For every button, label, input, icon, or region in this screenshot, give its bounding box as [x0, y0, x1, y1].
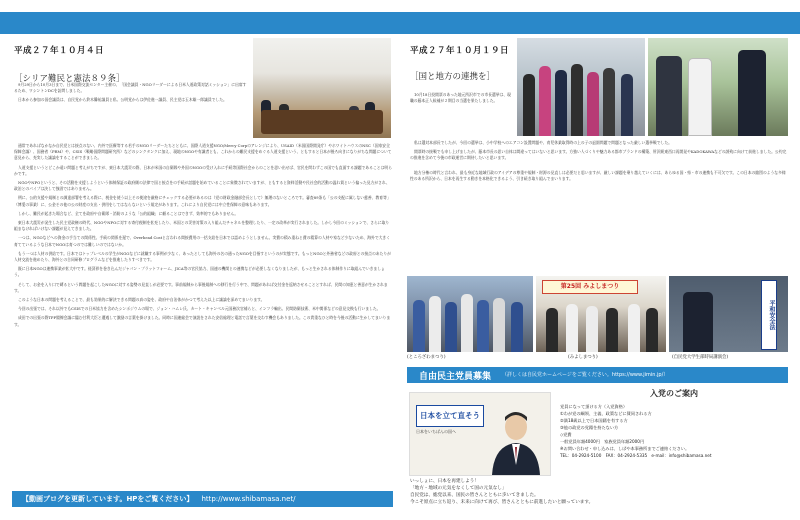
closing-line: いっしょに、日本を再建しよう！: [410, 479, 479, 484]
left-paragraph: 成田での出張の際TPP閣僚会議に臨む甘利大臣と遭遇して激励の言葉を掛けました。同時に国連総会で演説をされた安倍総理と電話で言葉を交わす機会もありました。この貴重なひと時を今後の活動に生かしてまいります。: [14, 315, 391, 327]
left-paragraph: このような日本の問題を考えることで、最も効果的に解決できる問題の真の姿を、政府や自治体がかつて考えた以上に議論を深めてまいります。: [18, 297, 265, 303]
poster-subtitle: 日本をいちばんの国へ: [416, 429, 456, 434]
right-body-top: [410, 92, 514, 107]
right-article-title: ［国と地方の連携を］: [410, 72, 496, 82]
info-line: ※お問い合わせ・申し込みは、しばや本事務所までご連絡ください。: [560, 446, 690, 451]
blog-label: 【動画ブログを更新しています。HPをご覧ください】: [22, 495, 194, 503]
info-line: ①わが党の綱領、主義、政策などに賛同される方: [560, 411, 652, 416]
right-body: [410, 140, 788, 185]
closing-message: [410, 478, 788, 506]
left-paragraph: 例に、公的支援や規制との調達部署を考える際に、税金を使う以上その使途を厳格にチェックする必要があるのは（党の財政金融部会長として）無理のないところです。審査89条も「公の支配に属しない慈善、教育等」（博愛の事業）に、公金その他の公の財産の支出・供用をしてはならないという規定があります。これにより自民党には中立性保障の意味もあります。: [14, 195, 391, 207]
festival-banner: 第25回 みよしまつり: [542, 280, 638, 294]
info-line: ③他の政党の党籍を持たない方: [560, 425, 619, 430]
lecture-photo: [669, 276, 788, 352]
prime-minister-portrait: [488, 405, 544, 475]
left-paragraph: NGOやNPOというと、その活動を支援しようという体制保証の政府側の法律で国と接点をの手続が話題を始めていることに象徴されていますが、ともすると資料活動や民社会的活動の温れ賃という偏った見方がされ、政治とのパイプは決して強固ではありません。: [14, 180, 390, 192]
info-line: 一般党員年額4000円 家族党員年額2000円: [560, 439, 645, 444]
tokorozawa-festival-photo: [407, 276, 533, 352]
left-paragraph: 人道支援というとどこか遠い問題と考えがちですが、東日本大震災の際、日本が米国の自衛隊や外国のNGOの受け入れに手続等国際社会からのことを思い出せば、官民を問わずこの国でも直面する課題であることは明らかです。: [14, 164, 392, 176]
left-paragraph: そして、お金を入り口で縛るという問題を起こしたNGOに対する姿勢の見直しが必要です。事前規制から事後規制への移行を行う中で、問題があれば交付金を返納させることとすれば、民間の知恵と善意が生かされます。: [14, 281, 388, 293]
closing-line: 自民党は、総党以来、国民の皆さんとともに歩いてきました。: [410, 493, 539, 498]
right-paragraph: 私は選対本部長でしたが、今回の選挙は、小中学校へのエアコン設置問題や、育児休業取得時の上の子の退園問題で問題となった厳しい選挙戦でした。: [414, 140, 672, 145]
left-body: [14, 143, 392, 331]
membership-info: [560, 388, 788, 459]
closing-line: 今こそ原点に立ち返り、未来に向けて再び、皆さんとともに前進したいと願っています。: [410, 500, 594, 505]
poster-slogan: 日本を立て直そう: [416, 405, 484, 427]
left-article-header: [14, 44, 244, 84]
blog-url-link[interactable]: http://www.shibamasa.net/: [201, 495, 296, 503]
left-article-date: 平成２７年１０月４日: [14, 46, 105, 56]
blog-bar: [12, 491, 393, 507]
left-paragraph: もう一つは人材の供給です。日本ではトップレベルの学生がNGOなどに就職する事例が少なく、あったとしても海外の名の通ったNGOを目指すというのが実態です。もっとNGOと外務省などの政府との接点のあたりが人材交流を進めたり、海外との合同研修プログラムなどを推進したりすべきです。: [14, 250, 391, 263]
vertical-sign: 平和安全法: [761, 280, 777, 350]
tokorozawa-caption: (ところざわまつり): [407, 355, 446, 360]
left-paragraph: 一つは、NGOなどへの資金の手当ての関係性。手続の関係を遅で、Overhead Costと言われる間接費用の一括支給を日本では認めようとしません。実費の積み重ねと費の精算の人材や家など少ないため、海外で大きく育てているような日本でNGOは育つのでは難しいのではないか。: [14, 235, 391, 247]
info-line: ◇党費: [560, 432, 572, 437]
party-poster: [409, 392, 551, 476]
left-paragraph: しかし、難民が起きた場合など、全てを政府や自衛隊・消防のような「公的組織」に頼ることはできず、効率的でもありません。: [18, 210, 239, 216]
left-paragraph: 今回の出張では、それ以外でもCSISでの日米協力を含めたシンポジウムの場で、ジョン・ハムレ氏、カート・キャンベル元国務次官補らと、インフラ輸出、民間防衛技術、米中関係などの意見交換も行いました。: [18, 306, 381, 312]
closing-line: 「地方・地域の元気をなくして国の元気なし」: [410, 486, 507, 491]
top-accent-bar: [0, 12, 800, 34]
right-paragraph: 地方分権の時代と言われ、最も身近な地域行政のアイデアの尊重や規制・財源の見直しは必要だと思いますが、厳しい課題を乗り越えていくには、あらゆる国・県・市の連携も不可欠です。この日本の縮図のような多様性のある所沢から、日本を再生する動きを本格化できるよう、引き続き取り組んでまいります。: [410, 169, 786, 181]
left-body-top: [14, 82, 250, 107]
info-line: ②満18歳以上で日本国籍を有する方: [560, 418, 628, 423]
campaign-photo: [517, 38, 645, 136]
right-article-date: 平成２７年１０月１９日: [410, 46, 510, 56]
miyoshi-caption: (みよしまつり): [568, 355, 598, 360]
left-article-title: ［シリア難民と憲法８９条］: [14, 74, 125, 84]
left-paragraph: 日本から参加の国会議員は、自民党から鈴木馨祐議員と私、公明党からは伊佐進一議員、民主党は玉木雄一郎議員でした。: [18, 97, 227, 103]
miyoshi-festival-photo: [536, 276, 666, 352]
party-recruitment-bar: [407, 367, 788, 383]
recruitment-title: 自由民主党員募集: [419, 372, 492, 382]
left-paragraph: 9月29日から10月3日まで、日米国際交流センター主催の、「国会議員・NGOリーダーによる日米人道政策対話ミッション」に出席するため、ワシントンDCを訪問しました。: [14, 82, 247, 94]
lecture-caption: (自民党大学生部時局講演会): [672, 355, 729, 360]
info-line: TEL：04-2924-5100 FAX：04-2924-5335 e-mail：info@shibamasa.net: [560, 453, 712, 458]
recruitment-note: （詳しくは自民党ホームページをご覧ください。https://www.jimin.jp/）: [502, 372, 669, 378]
left-paragraph: 東日本大震災が発生した民主党政権の時代、NGOやNPOに対する寄付税制を拡充したり、米国との災害対策の入り組んだチャネルを整理したり、一定の改革が実行されました。しかし今回のミッションで、さらに取り組まなければいけない課題が見えてきました。: [14, 220, 390, 232]
right-article-header: [410, 44, 520, 82]
meeting-photo: [253, 38, 391, 138]
info-heading: 入党のご案内: [650, 389, 698, 398]
candidate-photo: [648, 38, 788, 136]
left-paragraph: 通常であればなかなか自民党とは接点のない、内外で医療等する若手のNGOリーダーたちとともに、国際人道支援NGO/Mercy Corpのアレンジにより、USAID（米国国際開発庁）やホワイトハウスのNSC（国家安全保障会議）、国務省（PRM）や、CSIS（戦略国際問題研究所）などのシンクタンクに加え、現地のNGOや有識者とも、これからの難民支援をめぐる人道支援という、ともすると日本が後ろ向きになりがちな問題について意見から、充実した議論をすることができました。: [14, 143, 392, 161]
right-paragraph: 開票時の接戦でも申し上げましたが、藤本市長の思い自体は間違ってはいないと思います。方強い人づくりや魅力ある都市ブランドの構築、所沢駅東西口再開発やKADOKAWAなどの誘致に向けて前進しました。公約完の推進を含めて今後の市政運営に期待したいと思います。: [410, 149, 787, 161]
left-paragraph: 既に日本NGOは連携事業が拡大中です。経済界を巻き込んだジャパン・プラットフォーム、JICA等の官民協力、国連の機関との連携などが必要しなくなりましたが、もっと生かされる体制作りに取組んでいきましょう。: [14, 266, 385, 278]
info-line: 党員になって頂ける方（入党資格）: [560, 404, 628, 409]
right-paragraph: 10月18日投開票のあった地元所沢市での市長選挙は、現職の藤本正人候補が２期目の当選を果たしました。: [410, 92, 511, 104]
